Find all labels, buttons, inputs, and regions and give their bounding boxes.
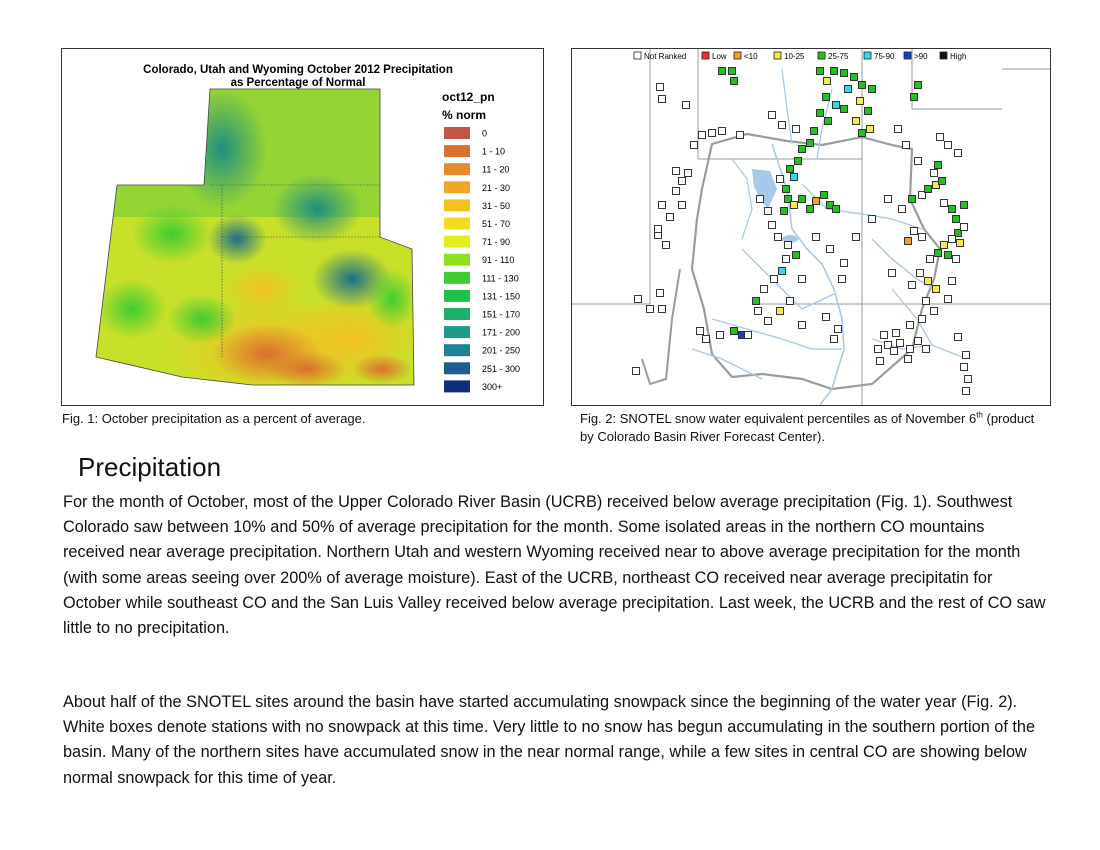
snotel-station-marker xyxy=(659,202,666,209)
legend-label-10: 151 - 170 xyxy=(482,309,521,320)
legend-swatch-8 xyxy=(444,272,470,284)
snotel-station-marker xyxy=(869,86,876,93)
snotel-station-marker xyxy=(777,176,784,183)
snotel-station-marker xyxy=(779,268,786,275)
snotel-station-marker xyxy=(799,146,806,153)
snotel-legend-swatch-7 xyxy=(940,52,947,59)
snotel-station-marker xyxy=(961,202,968,209)
snotel-station-marker xyxy=(799,276,806,283)
snotel-station-marker xyxy=(949,206,956,213)
snotel-legend-swatch-1 xyxy=(702,52,709,59)
snotel-legend-label-4: 25-75 xyxy=(828,52,849,61)
figure-2-caption-sup: th xyxy=(976,410,983,420)
snotel-station-marker xyxy=(949,278,956,285)
snotel-station-marker xyxy=(833,206,840,213)
snotel-station-marker xyxy=(961,224,968,231)
legend-swatch-12 xyxy=(444,344,470,356)
legend-label-2: 11 - 20 xyxy=(482,164,510,175)
snotel-station-marker xyxy=(915,158,922,165)
legend-swatch-3 xyxy=(444,181,470,193)
snotel-station-marker xyxy=(685,170,692,177)
snotel-station-marker xyxy=(945,252,952,259)
snotel-station-marker xyxy=(655,226,662,233)
snotel-station-marker xyxy=(859,82,866,89)
snotel-station-marker xyxy=(841,260,848,267)
snotel-station-marker xyxy=(963,352,970,359)
snotel-legend-swatch-2 xyxy=(734,52,741,59)
snotel-station-marker xyxy=(889,270,896,277)
snotel-station-marker xyxy=(827,246,834,253)
snotel-legend-label-2: <10 xyxy=(744,52,758,61)
snotel-station-marker xyxy=(719,128,726,135)
snotel-legend-label-3: 10-25 xyxy=(784,52,805,61)
snotel-station-marker xyxy=(699,132,706,139)
snotel-station-marker xyxy=(811,128,818,135)
legend-swatch-14 xyxy=(444,380,470,392)
snotel-station-marker xyxy=(845,86,852,93)
snotel-station-marker xyxy=(895,126,902,133)
snotel-station-marker xyxy=(945,142,952,149)
snotel-station-marker xyxy=(729,68,736,75)
snotel-legend-swatch-6 xyxy=(904,52,911,59)
snotel-station-marker xyxy=(831,336,838,343)
snotel-station-marker xyxy=(799,322,806,329)
snotel-station-marker xyxy=(835,326,842,333)
snotel-station-marker xyxy=(877,358,884,365)
snotel-station-marker xyxy=(939,178,946,185)
legend-swatch-1 xyxy=(444,145,470,157)
snotel-station-marker xyxy=(823,94,830,101)
paragraph-2: About half of the SNOTEL sites around the basin have started accumulating snowpack since the beginning of the water year (Fig. 2). White boxes denote stations with no snowpack at this time. Very little to no snow has begun accumulating in the southern portion of the basin. Many of the northern sites have accumulated snow in the near normal range, while a few sites in central CO are showing below normal snowpack for this time of year. xyxy=(63,693,1036,787)
legend-label-3: 21 - 30 xyxy=(482,182,511,193)
snotel-station-marker xyxy=(853,118,860,125)
snotel-station-marker xyxy=(865,108,872,115)
snotel-station-marker xyxy=(867,126,874,133)
legend-swatch-13 xyxy=(444,362,470,374)
legend-label-13: 251 - 300 xyxy=(482,363,521,374)
snotel-station-marker xyxy=(673,168,680,175)
snotel-station-marker xyxy=(965,376,972,383)
snotel-station-marker xyxy=(949,236,956,243)
legend-swatch-5 xyxy=(444,218,470,230)
snotel-station-marker xyxy=(935,250,942,257)
map2-legend xyxy=(634,52,966,61)
snotel-station-marker xyxy=(919,234,926,241)
snotel-legend-label-6: >90 xyxy=(914,52,928,61)
snotel-legend-label-1: Low xyxy=(712,52,727,61)
legend-label-8: 111 - 130 xyxy=(482,273,519,284)
snotel-station-marker xyxy=(853,234,860,241)
snotel-station-marker xyxy=(825,118,832,125)
map1-terrain xyxy=(92,87,422,404)
snotel-station-marker xyxy=(907,346,914,353)
legend-swatch-10 xyxy=(444,308,470,320)
snotel-station-marker xyxy=(787,298,794,305)
snotel-station-marker xyxy=(791,202,798,209)
snotel-station-marker xyxy=(955,150,962,157)
snotel-station-marker xyxy=(831,68,838,75)
legend-label-9: 131 - 150 xyxy=(482,291,521,302)
snotel-station-marker xyxy=(679,202,686,209)
snotel-station-marker xyxy=(791,174,798,181)
legend-swatch-4 xyxy=(444,199,470,211)
legend-label-5: 51 - 70 xyxy=(482,219,511,229)
snotel-station-marker xyxy=(923,346,930,353)
snotel-station-marker xyxy=(839,276,846,283)
snotel-station-marker xyxy=(757,196,764,203)
legend-swatch-6 xyxy=(444,236,470,248)
snotel-station-marker xyxy=(659,96,666,103)
snotel-station-marker xyxy=(781,208,788,215)
snotel-legend-swatch-0 xyxy=(634,52,641,59)
snotel-station-marker xyxy=(927,256,934,263)
snotel-station-marker xyxy=(953,216,960,223)
snotel-station-marker xyxy=(657,290,664,297)
snotel-station-marker xyxy=(775,234,782,241)
figure-2-caption-part1: Fig. 2: SNOTEL snow water equivalent percentiles as of November 6 xyxy=(580,411,977,426)
snotel-station-marker xyxy=(657,84,664,91)
snotel-station-marker xyxy=(859,130,866,137)
snotel-station-marker xyxy=(917,270,924,277)
legend-label-14: 300+ xyxy=(482,381,503,392)
snotel-station-marker xyxy=(857,98,864,105)
map1-title-line1: Colorado, Utah and Wyoming October 2012 Precipitation xyxy=(143,64,453,76)
legend-swatch-0 xyxy=(444,127,470,139)
snotel-station-marker xyxy=(703,336,710,343)
snotel-station-marker xyxy=(753,298,760,305)
snotel-station-marker xyxy=(899,206,906,213)
snotel-station-marker xyxy=(841,70,848,77)
snotel-legend-label-5: 75-90 xyxy=(874,52,895,61)
snotel-station-marker xyxy=(635,296,642,303)
snotel-station-marker xyxy=(823,314,830,321)
snotel-station-marker xyxy=(779,122,786,129)
snotel-station-marker xyxy=(821,192,828,199)
snotel-station-marker xyxy=(783,256,790,263)
snotel-station-marker xyxy=(931,170,938,177)
snotel-station-marker xyxy=(869,216,876,223)
snotel-station-marker xyxy=(807,140,814,147)
snotel-station-marker xyxy=(893,330,900,337)
map1-legend-title: oct12_pn xyxy=(442,90,495,104)
snotel-station-marker xyxy=(795,158,802,165)
snotel-station-marker xyxy=(909,196,916,203)
snotel-station-marker xyxy=(765,318,772,325)
section-heading: Precipitation xyxy=(78,452,222,482)
snotel-station-marker xyxy=(717,332,724,339)
snotel-station-marker xyxy=(911,94,918,101)
snotel-station-marker xyxy=(807,206,814,213)
snotel-station-marker xyxy=(769,112,776,119)
legend-swatch-9 xyxy=(444,290,470,302)
snotel-station-marker xyxy=(633,368,640,375)
snotel-station-marker xyxy=(663,242,670,249)
snotel-station-marker xyxy=(783,186,790,193)
snotel-station-marker xyxy=(961,364,968,371)
snotel-station-marker xyxy=(719,68,726,75)
legend-label-1: 1 - 10 xyxy=(482,146,506,157)
snotel-legend-label-0: Not Ranked xyxy=(644,52,687,61)
snotel-station-marker xyxy=(761,286,768,293)
snotel-map-image xyxy=(572,49,1050,405)
snotel-station-marker xyxy=(957,240,964,247)
snotel-legend-swatch-4 xyxy=(818,52,825,59)
legend-label-0: 0 xyxy=(482,128,488,139)
snotel-station-marker xyxy=(941,242,948,249)
paragraph-1: For the month of October, most of the Upper Colorado River Basin (UCRB) received below average precipitation (Fig. 1). Southwest Colorado saw between 10% and 50% of average precipitation for the month. Some isolated areas in the northern CO mountains received near average precipitation. Northern Utah and western Wyoming received near to above average precipitation for the month (with some areas seeing over 200% of average moisture). East of the UCRB, northeast CO received near average precipitatin for October while southeast CO and the San Luis Valley received below average precipitation. Last week, the UCRB and the rest of CO saw little to no precipitation. xyxy=(63,493,1046,638)
snotel-station-marker xyxy=(697,328,704,335)
snotel-station-marker xyxy=(963,388,970,395)
snotel-station-marker xyxy=(647,306,654,313)
map1-legend-subtitle: % norm xyxy=(442,108,487,122)
snotel-station-marker xyxy=(915,338,922,345)
snotel-station-marker xyxy=(817,68,824,75)
snotel-station-marker xyxy=(833,102,840,109)
figure-2-snotel-map xyxy=(571,48,1051,406)
snotel-station-marker xyxy=(919,316,926,323)
snotel-station-marker xyxy=(683,102,690,109)
snotel-station-marker xyxy=(841,106,848,113)
map1-title-line2: as Percentage of Normal xyxy=(230,77,366,89)
snotel-station-marker xyxy=(915,82,922,89)
snotel-station-marker xyxy=(897,340,904,347)
snotel-station-marker xyxy=(905,238,912,245)
snotel-station-marker xyxy=(907,322,914,329)
snotel-station-marker xyxy=(769,222,776,229)
snotel-station-marker xyxy=(903,142,910,149)
snotel-station-marker xyxy=(931,308,938,315)
snotel-station-marker xyxy=(731,328,738,335)
figure-1-precipitation-map xyxy=(61,48,544,406)
legend-swatch-11 xyxy=(444,326,470,338)
snotel-station-marker xyxy=(923,298,930,305)
legend-label-7: 91 - 110 xyxy=(482,255,515,266)
snotel-station-marker xyxy=(793,252,800,259)
snotel-station-marker xyxy=(785,242,792,249)
precipitation-map-image xyxy=(62,49,543,405)
figure-1-caption: Fig. 1: October precipitation as a percent of average. xyxy=(62,411,366,426)
snotel-station-marker xyxy=(659,306,666,313)
snotel-station-marker xyxy=(673,188,680,195)
figure-2-caption xyxy=(580,410,1050,446)
snotel-station-marker xyxy=(953,256,960,263)
legend-swatch-2 xyxy=(444,163,470,175)
legend-label-6: 71 - 90 xyxy=(482,237,511,248)
legend-label-11: 171 - 200 xyxy=(482,327,521,338)
snotel-station-marker xyxy=(824,78,831,85)
snotel-station-marker xyxy=(941,200,948,207)
snotel-station-marker xyxy=(925,278,932,285)
snotel-station-marker xyxy=(945,296,952,303)
snotel-station-marker xyxy=(817,110,824,117)
snotel-station-marker xyxy=(955,334,962,341)
legend-label-4: 31 - 50 xyxy=(482,200,511,211)
snotel-station-marker xyxy=(935,162,942,169)
legend-swatch-7 xyxy=(444,254,470,266)
snotel-legend-swatch-5 xyxy=(864,52,871,59)
snotel-station-marker xyxy=(709,130,716,137)
snotel-station-marker xyxy=(667,214,674,221)
snotel-station-marker xyxy=(737,132,744,139)
snotel-station-marker xyxy=(937,134,944,141)
snotel-station-marker xyxy=(881,332,888,339)
snotel-station-marker xyxy=(755,308,762,315)
snotel-station-marker xyxy=(933,286,940,293)
snotel-station-marker xyxy=(771,276,778,283)
snotel-legend-label-7: High xyxy=(950,52,967,61)
snotel-station-marker xyxy=(905,356,912,363)
figure-2-caption-part2: (product by Colorado Basin River Forecast Center). xyxy=(580,411,1035,444)
snotel-station-marker xyxy=(925,186,932,193)
snotel-station-marker xyxy=(891,348,898,355)
snotel-station-marker xyxy=(851,74,858,81)
snotel-station-marker xyxy=(799,196,806,203)
snotel-station-marker xyxy=(875,346,882,353)
snotel-station-marker xyxy=(691,142,698,149)
snotel-station-marker xyxy=(885,196,892,203)
snotel-station-marker xyxy=(909,282,916,289)
snotel-station-marker xyxy=(679,178,686,185)
legend-label-12: 201 - 250 xyxy=(482,345,521,356)
snotel-station-marker xyxy=(745,332,752,339)
snotel-station-marker xyxy=(911,228,918,235)
snotel-station-marker xyxy=(777,308,784,315)
snotel-station-marker xyxy=(731,78,738,85)
snotel-station-marker xyxy=(813,234,820,241)
snotel-station-marker xyxy=(793,126,800,133)
map1-legend xyxy=(444,127,520,392)
snotel-station-marker xyxy=(787,166,794,173)
snotel-legend-swatch-3 xyxy=(774,52,781,59)
snotel-station-marker xyxy=(813,198,820,205)
snotel-station-marker xyxy=(765,208,772,215)
